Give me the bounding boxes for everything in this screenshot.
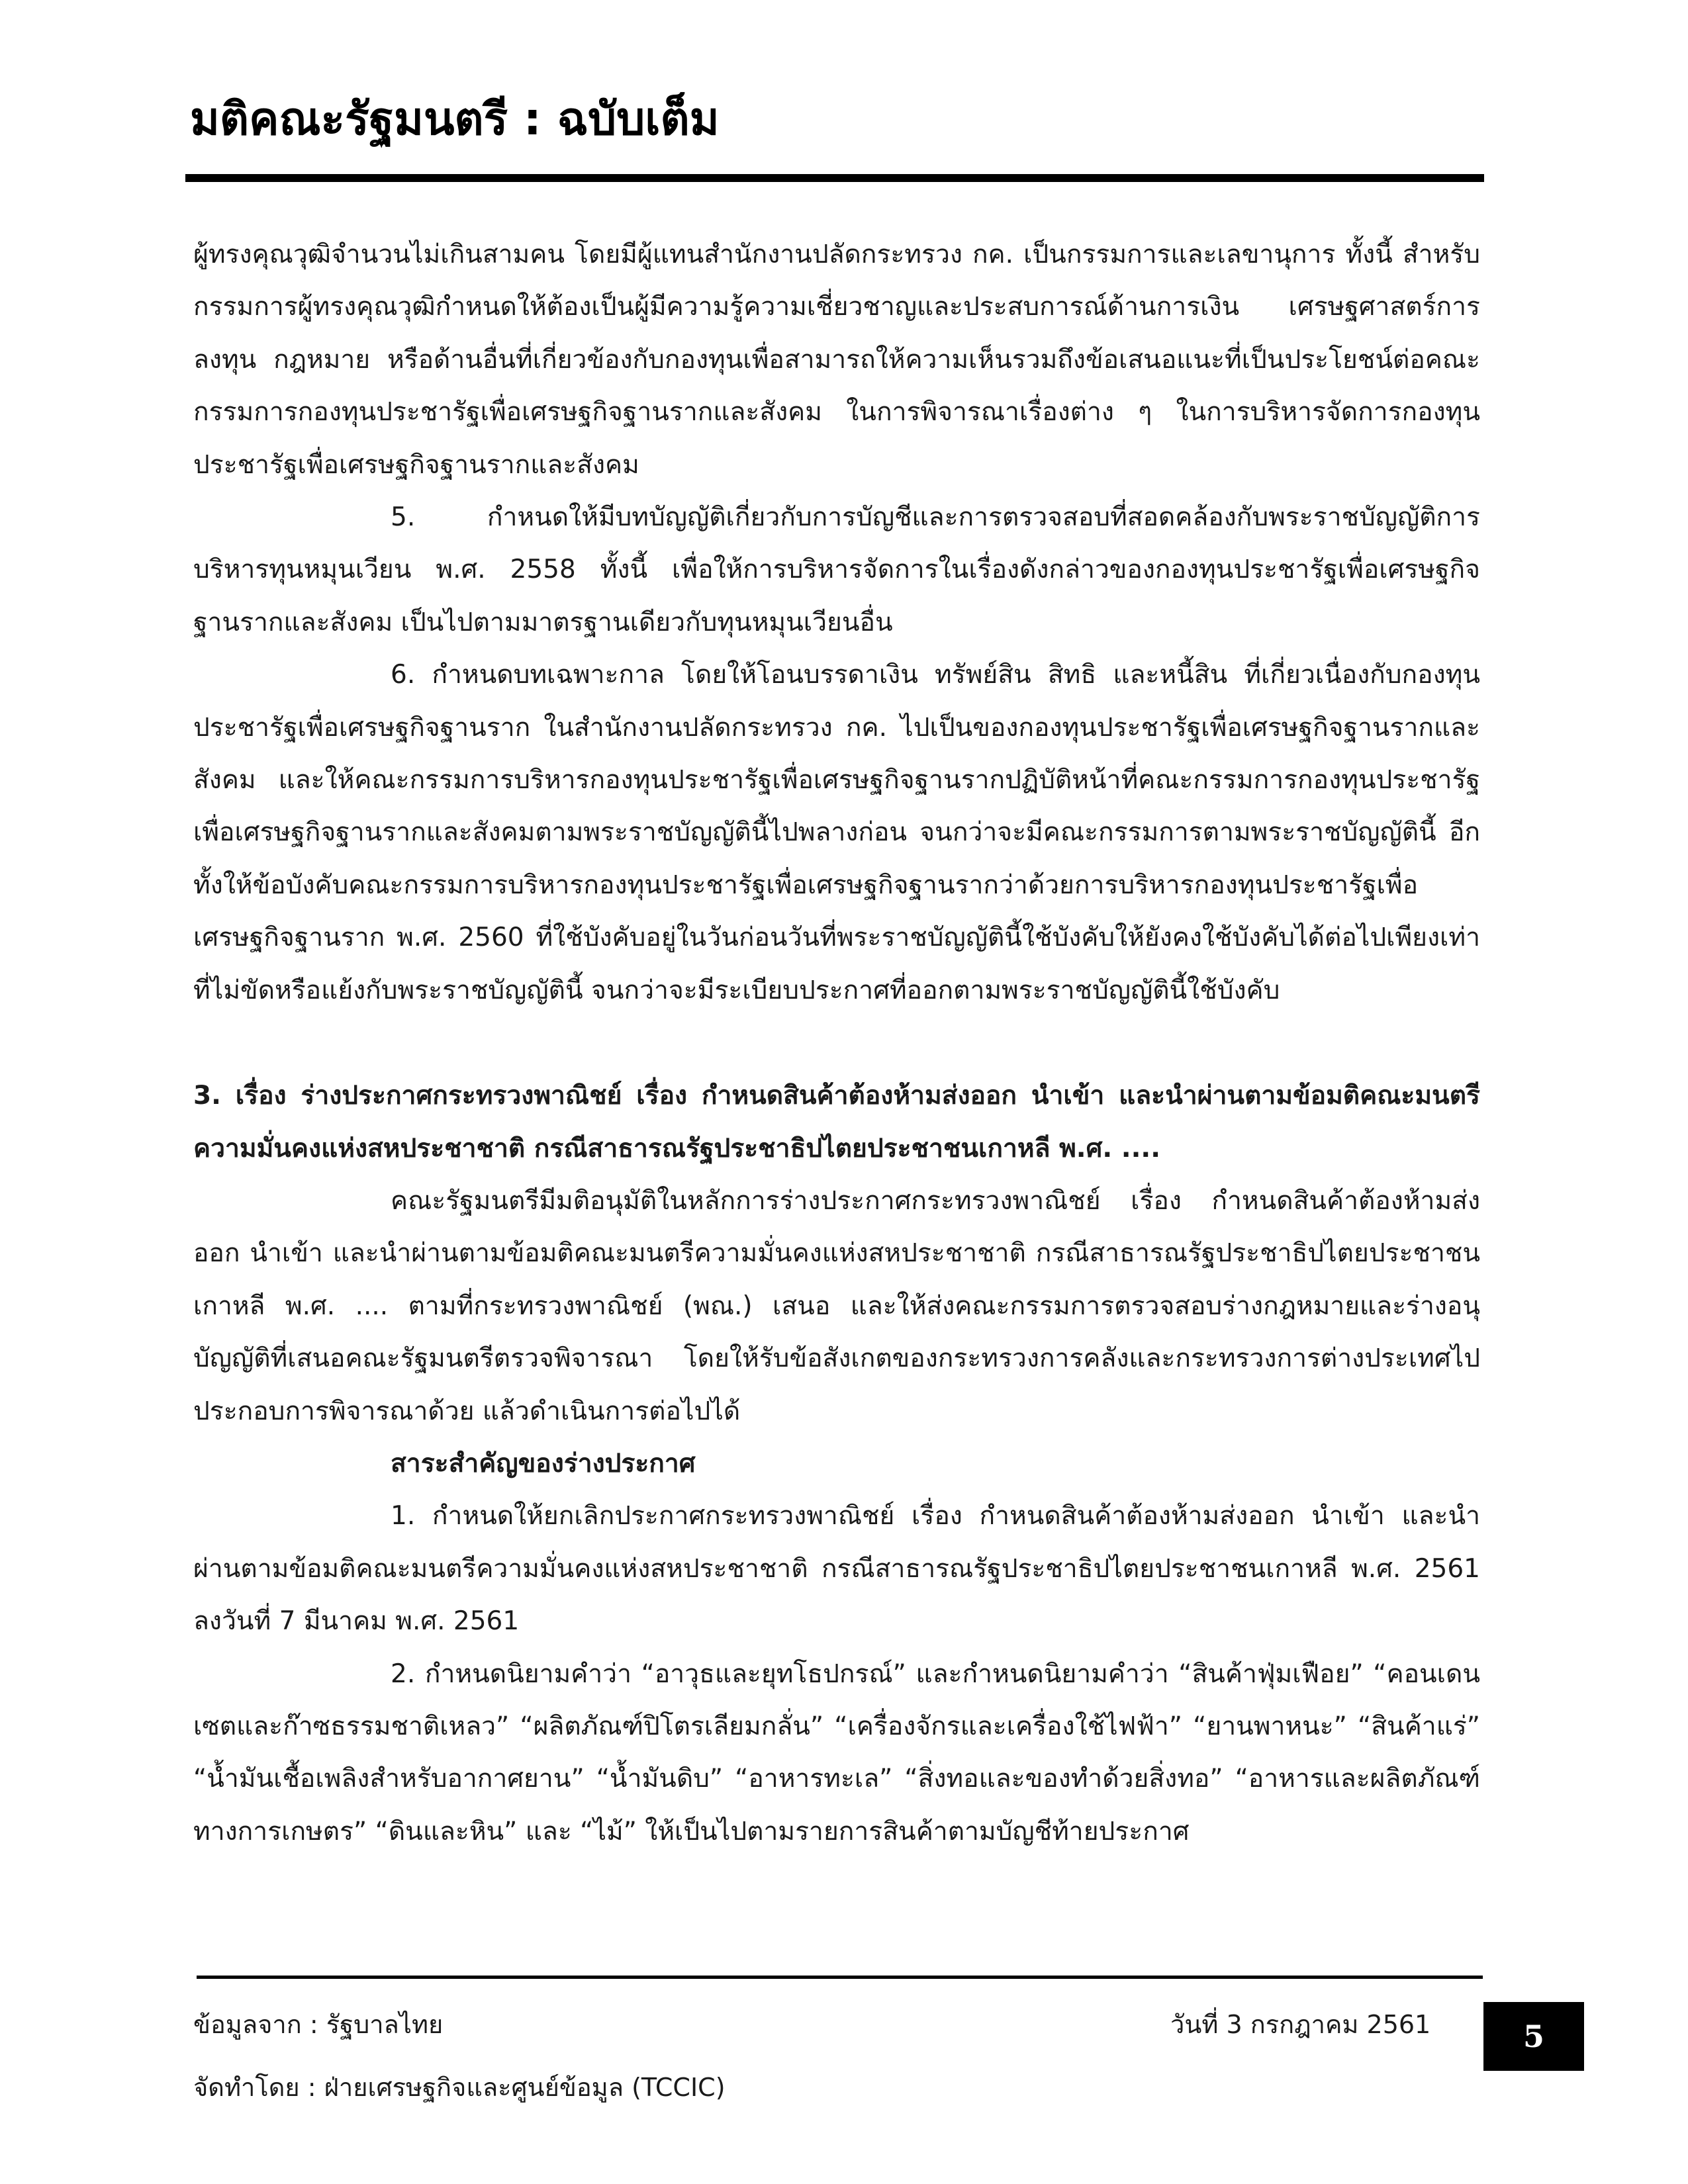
section-heading-3: 3. เรื่อง ร่างประกาศกระทรวงพาณิชย์ เรื่อง กำหนดสินค้าต้องห้ามส่งออก นำเข้า และนำผ่านตามข้อมติคณะมนตรีความมั่นคงแห่งสหประชาชาติ กรณีสาธารณรัฐประชาธิปไตยประชาชนเกาหลี พ.ศ. ....: [193, 1081, 1480, 1163]
footer-source: ข้อมูลจาก : รัฐบาลไทย: [193, 2010, 444, 2039]
footer-prepared-by: จัดทำโดย : ฝ่ายเศรษฐกิจและศูนย์ข้อมูล (TCCIC): [193, 2073, 726, 2102]
paragraph-committee-members: ผู้ทรงคุณวุฒิจำนวนไม่เกินสามคน โดยมีผู้แทนสำนักงานปลัดกระทรวง กค. เป็นกรรมการและเลขานุการ ทั้งนี้ สำหรับกรรมการผู้ทรงคุณวุฒิกำหนดให้ต้องเป็นผู้มีความรู้ความเชี่ยวชาญและประสบการณ์ด้านการเงิน เศรษฐศาสตร์การลงทุน กฎหมาย หรือด้านอื่นที่เกี่ยวข้องกับกองทุนเพื่อสามารถให้ความเห็นรวมถึงข้อเสนอแนะที่เป็นประโยชน์ต่อคณะกรรมการกองทุนประชารัฐเพื่อเศรษฐกิจฐานรากและสังคม ในการพิจารณาเรื่องต่าง ๆ ในการบริหารจัดการกองทุนประชารัฐเพื่อเศรษฐกิจฐานรากและสังคม: [193, 240, 1480, 480]
document-body: [193, 228, 1480, 1858]
paragraph-item-6: 6. กำหนดบทเฉพาะกาล โดยให้โอนบรรดาเงิน ทรัพย์สิน สิทธิ และหนี้สิน ที่เกี่ยวเนื่องกับกองทุนประชารัฐเพื่อเศรษฐกิจฐานราก ในสำนักงานปลัดกระทรวง กค. ไปเป็นของกองทุนประชารัฐเพื่อเศรษฐกิจฐานรากและสังคม และให้คณะกรรมการบริหารกองทุนประชารัฐเพื่อเศรษฐกิจฐานรากปฏิบัติหน้าที่คณะกรรมการกองทุนประชารัฐเพื่อเศรษฐกิจฐานรากและสังคมตามพระราชบัญญัตินี้ไปพลางก่อน จนกว่าจะมีคณะกรรมการตามพระราชบัญญัตินี้ อีกทั้งให้ข้อบังคับคณะกรรมการบริหารกองทุนประชารัฐเพื่อเศรษฐกิจฐานรากว่าด้วยการบริหารกองทุนประชารัฐเพื่อเศรษฐกิจฐานราก พ.ศ. 2560 ที่ใช้บังคับอยู่ในวันก่อนวันที่พระราชบัญญัตินี้ใช้บังคับให้ยังคงใช้บังคับได้ต่อไปเพียงเท่าที่ไม่ขัดหรือแย้งกับพระราชบัญญัตินี้ จนกว่าจะมีระเบียบประกาศที่ออกตามพระราชบัญญัตินี้ใช้บังคับ: [193, 660, 1480, 1005]
header-divider: [185, 174, 1484, 182]
page-number: 5: [1483, 2002, 1584, 2071]
paragraph-point-1: 1. กำหนดให้ยกเลิกประกาศกระทรวงพาณิชย์ เรื่อง กำหนดสินค้าต้องห้ามส่งออก นำเข้า และนำผ่านตามข้อมติคณะมนตรีความมั่นคงแห่งสหประชาชาติ กรณีสาธารณรัฐประชาธิปไตยประชาชนเกาหลี พ.ศ. 2561 ลงวันที่ 7 มีนาคม พ.ศ. 2561: [193, 1501, 1480, 1637]
footer-date: วันที่ 3 กรกฎาคม 2561: [1170, 2010, 1431, 2039]
footer-divider: [197, 1976, 1483, 1979]
paragraph-cabinet-resolution: คณะรัฐมนตรีมีมติอนุมัติในหลักการร่างประกาศกระทรวงพาณิชย์ เรื่อง กำหนดสินค้าต้องห้ามส่งออก นำเข้า และนำผ่านตามข้อมติคณะมนตรีความมั่นคงแห่งสหประชาชาติ กรณีสาธารณรัฐประชาธิปไตยประชาชนเกาหลี พ.ศ. .... ตามที่กระทรวงพาณิชย์ (พณ.) เสนอ และให้ส่งคณะกรรมการตรวจสอบร่างกฎหมายและร่างอนุบัญญัติที่เสนอคณะรัฐมนตรีตรวจพิจารณา โดยให้รับข้อสังเกตของกระทรวงการคลังและกระทรวงการต่างประเทศไปประกอบการพิจารณาด้วย แล้วดำเนินการต่อไปได้: [193, 1185, 1480, 1426]
page-title: มติคณะรัฐมนตรี : ฉบับเต็ม: [190, 93, 720, 146]
subheading-key-points: สาระสำคัญของร่างประกาศ: [391, 1448, 696, 1479]
paragraph-point-2: 2. กำหนดนิยามคำว่า “อาวุธและยุทโธปกรณ์” และกำหนดนิยามคำว่า “สินค้าฟุ่มเฟือย” “คอนเดนเซตและก๊าซธรรมชาติเหลว” “ผลิตภัณฑ์ปิโตรเลียมกลั่น” “เครื่องจักรและเครื่องใช้ไฟฟ้า” “ยานพาหนะ” “สินค้าแร่” “น้ำมันเชื้อเพลิงสำหรับอากาศยาน” “น้ำมันดิบ” “อาหารทะเล” “สิ่งทอและของทำด้วยสิ่งทอ” “อาหารและผลิตภัณฑ์ทางการเกษตร” “ดินและหิน” และ “ไม้” ให้เป็นไปตามรายการสินค้าตามบัญชีท้ายประกาศ: [193, 1659, 1480, 1846]
section-spacer: [193, 1017, 1480, 1069]
paragraph-item-5: 5. กำหนดให้มีบทบัญญัติเกี่ยวกับการบัญชีและการตรวจสอบที่สอดคล้องกับพระราชบัญญัติการบริหารทุนหมุนเวียน พ.ศ. 2558 ทั้งนี้ เพื่อให้การบริหารจัดการในเรื่องดังกล่าวของกองทุนประชารัฐเพื่อเศรษฐกิจฐานรากและสังคม เป็นไปตามมาตรฐานเดียวกับทุนหมุนเวียนอื่น: [193, 502, 1480, 637]
